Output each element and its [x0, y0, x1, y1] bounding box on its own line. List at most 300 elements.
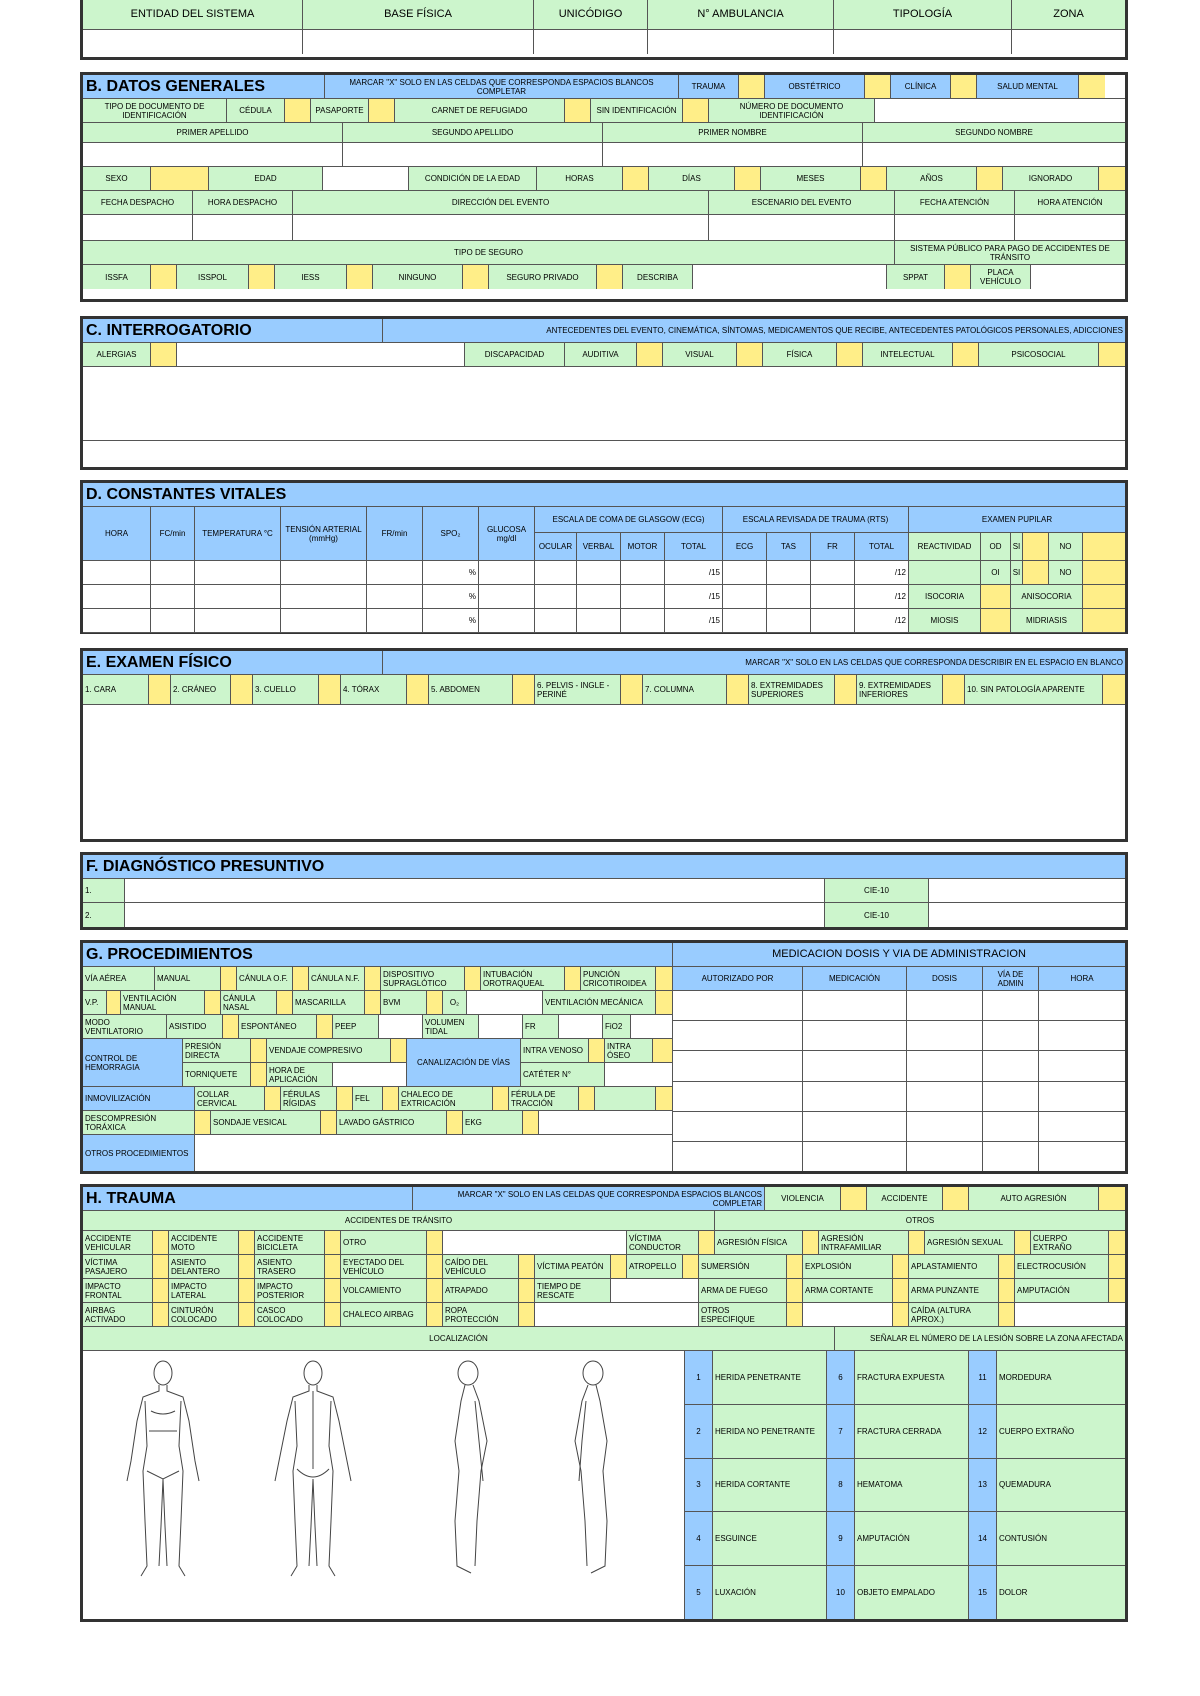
medication-cell[interactable]	[1039, 1021, 1125, 1050]
label: ASIENTO DELANTERO	[169, 1255, 239, 1278]
checkbox[interactable]	[597, 265, 623, 289]
medication-cell[interactable]	[907, 1021, 983, 1050]
checkbox[interactable]	[239, 1231, 255, 1254]
medication-cell[interactable]	[907, 1051, 983, 1080]
label: FECHA ATENCIÓN	[895, 191, 1015, 214]
label: ARMA DE FUEGO	[699, 1279, 787, 1302]
vitals-cell[interactable]	[723, 561, 767, 584]
label: PRESIÓN DIRECTA	[183, 1039, 251, 1062]
checkbox[interactable]	[943, 675, 965, 704]
checkbox[interactable]	[1079, 75, 1105, 98]
medication-cell[interactable]	[673, 1051, 803, 1080]
vitals-cell[interactable]	[479, 561, 535, 584]
checkbox[interactable]	[321, 1111, 337, 1134]
checkbox[interactable]	[565, 967, 581, 990]
vitals-cell[interactable]	[281, 585, 367, 608]
checkbox[interactable]	[1103, 675, 1125, 704]
label: CÉDULA	[227, 99, 285, 122]
checkbox[interactable]	[1023, 561, 1049, 584]
vitals-cell[interactable]	[479, 609, 535, 632]
tipologia-field[interactable]	[834, 30, 1012, 54]
checkbox[interactable]	[231, 675, 253, 704]
cateter-field[interactable]	[605, 1063, 672, 1086]
checkbox[interactable]	[1099, 167, 1125, 190]
medication-cell[interactable]	[983, 1051, 1039, 1080]
otros-procedimientos-field[interactable]	[195, 1135, 672, 1171]
vitals-cell[interactable]	[151, 585, 195, 608]
vitals-cell[interactable]	[577, 609, 621, 632]
lesion-number: 2	[685, 1405, 713, 1458]
vitals-cell[interactable]	[535, 561, 577, 584]
checkbox[interactable]	[251, 1063, 267, 1086]
label: SI	[1011, 561, 1023, 584]
checkbox[interactable]	[787, 1279, 803, 1302]
checkbox[interactable]	[427, 991, 443, 1014]
checkbox[interactable]	[656, 967, 672, 990]
vitals-cell[interactable]	[367, 561, 423, 584]
label: PSICOSOCIAL	[979, 343, 1099, 366]
checkbox[interactable]	[277, 991, 293, 1014]
checkbox[interactable]	[293, 967, 309, 990]
checkbox[interactable]	[1109, 1255, 1125, 1278]
checkbox[interactable]	[579, 1087, 595, 1110]
checkbox[interactable]	[391, 1039, 406, 1062]
checkbox[interactable]	[347, 265, 373, 289]
vitals-cell[interactable]	[367, 585, 423, 608]
checkbox[interactable]	[699, 1231, 715, 1254]
checkbox[interactable]	[787, 1303, 803, 1326]
checkbox[interactable]	[239, 1303, 255, 1326]
checkbox[interactable]	[427, 1303, 443, 1326]
label: VOLUMEN TIDAL	[423, 1015, 479, 1038]
checkbox[interactable]	[249, 265, 275, 289]
checkbox[interactable]	[427, 1279, 443, 1302]
vitals-cell[interactable]: /12	[855, 609, 909, 632]
cie-field[interactable]	[929, 879, 1125, 902]
checkbox[interactable]	[861, 167, 887, 190]
label: CHALECO DE EXTRICACIÓN	[399, 1087, 493, 1110]
tiempo-rescate-field[interactable]	[611, 1279, 699, 1302]
medication-cell[interactable]	[803, 991, 907, 1020]
checkbox[interactable]	[837, 343, 863, 366]
lesion-label: HERIDA CORTANTE	[713, 1459, 827, 1512]
label: LAVADO GÁSTRICO	[337, 1111, 447, 1134]
checkbox[interactable]	[519, 1255, 535, 1278]
checkbox[interactable]	[656, 1087, 672, 1110]
checkbox[interactable]	[493, 1087, 509, 1110]
medication-cell[interactable]	[803, 1082, 907, 1111]
vitals-cell[interactable]	[151, 609, 195, 632]
checkbox[interactable]	[153, 1303, 169, 1326]
checkbox[interactable]	[683, 1255, 699, 1278]
medication-cell[interactable]	[1039, 1112, 1125, 1141]
checkbox[interactable]	[953, 343, 979, 366]
vitals-cell[interactable]	[577, 561, 621, 584]
medication-cell[interactable]	[907, 991, 983, 1020]
label: ACCIDENTE MOTO	[169, 1231, 239, 1254]
label: DISPOSITIVO SUPRAGLÓTICO	[381, 967, 465, 990]
placa-field[interactable]	[1031, 265, 1125, 289]
section-f	[80, 852, 1128, 930]
escenario-field[interactable]	[709, 215, 895, 240]
checkbox[interactable]	[383, 1087, 399, 1110]
checkbox[interactable]	[319, 675, 341, 704]
label: NÚMERO DE DOCUMENTO IDENTIFICACIÓN	[709, 99, 875, 122]
medication-cell[interactable]	[673, 991, 803, 1020]
vitals-cell[interactable]	[811, 609, 855, 632]
checkbox[interactable]	[365, 991, 381, 1014]
examen-textarea[interactable]	[83, 705, 1125, 839]
medication-cell[interactable]	[803, 1142, 907, 1171]
med-title: MEDICACION DOSIS Y VIA DE ADMINISTRACION	[673, 943, 1125, 966]
checkbox[interactable]	[1083, 609, 1125, 632]
label: HORA ATENCIÓN	[1015, 191, 1125, 214]
vitals-cell[interactable]	[151, 561, 195, 584]
hora-aplicacion-field[interactable]	[333, 1063, 406, 1086]
checkbox[interactable]	[519, 1279, 535, 1302]
checkbox[interactable]	[519, 1303, 535, 1326]
entidad-field[interactable]	[83, 30, 303, 54]
exam-item-label: 7. COLUMNA	[643, 675, 727, 704]
vitals-cell[interactable]	[577, 585, 621, 608]
direccion-field[interactable]	[293, 215, 709, 240]
vitals-cell[interactable]: /15	[665, 585, 723, 608]
checkbox[interactable]	[737, 343, 763, 366]
checkbox[interactable]	[787, 1255, 803, 1278]
checkbox[interactable]	[239, 1279, 255, 1302]
checkbox[interactable]	[981, 585, 1011, 608]
vitals-cell[interactable]: /15	[665, 609, 723, 632]
label: OI	[981, 561, 1011, 584]
label: CONTROL DE HEMORRAGIA	[83, 1039, 183, 1086]
name-field[interactable]	[83, 143, 343, 166]
checkbox[interactable]	[325, 1279, 341, 1302]
alergias-field[interactable]	[177, 343, 465, 366]
vitals-cell[interactable]	[621, 609, 665, 632]
name-field[interactable]	[603, 143, 863, 166]
checkbox[interactable]	[683, 99, 709, 122]
label: INTUBACIÓN OROTRAQUEAL	[481, 967, 565, 990]
interrogatorio-textarea[interactable]	[83, 367, 1125, 440]
checkbox[interactable]	[251, 1039, 267, 1062]
lesion-label: MORDEDURA	[997, 1351, 1125, 1404]
zona-field[interactable]	[1012, 30, 1125, 54]
col-header: OCULAR	[535, 533, 577, 560]
volumen-field[interactable]	[479, 1015, 523, 1038]
vitals-cell[interactable]	[723, 585, 767, 608]
otros-especifique-field[interactable]	[803, 1303, 893, 1326]
checkbox[interactable]	[325, 1303, 341, 1326]
checkbox[interactable]	[1083, 533, 1125, 560]
checkbox[interactable]	[1023, 533, 1049, 560]
lesion-label: CUERPO EXTRAÑO	[997, 1405, 1125, 1458]
exam-item-label: 1. CARA	[83, 675, 149, 704]
checkbox[interactable]	[611, 1255, 627, 1278]
medication-cell[interactable]	[907, 1142, 983, 1171]
label: CANALIZACIÓN DE VÍAS	[407, 1039, 521, 1086]
checkbox[interactable]	[325, 1255, 341, 1278]
interrogatorio-line[interactable]	[83, 441, 1125, 467]
checkbox[interactable]	[317, 1015, 333, 1038]
hora-atencion-field[interactable]	[1015, 215, 1125, 240]
checkbox[interactable]	[865, 75, 891, 98]
vitals-cell[interactable]: %	[423, 561, 479, 584]
edad-field[interactable]	[323, 167, 409, 190]
label: INTELECTUAL	[863, 343, 953, 366]
medication-cell[interactable]	[983, 1142, 1039, 1171]
label: VÍCTIMA PEATÓN	[535, 1255, 611, 1278]
checkbox[interactable]	[835, 675, 857, 704]
section-g	[80, 940, 1128, 1174]
header-base: BASE FÍSICA	[303, 0, 534, 29]
checkbox[interactable]	[513, 675, 535, 704]
fecha-atencion-field[interactable]	[895, 215, 1015, 240]
vitals-cell[interactable]: /12	[855, 585, 909, 608]
label: O₂	[443, 991, 467, 1014]
checkbox[interactable]	[841, 1187, 867, 1210]
checkbox[interactable]	[637, 343, 663, 366]
checkbox[interactable]	[427, 1231, 443, 1254]
medication-cell[interactable]	[983, 991, 1039, 1020]
checkbox[interactable]	[153, 1231, 169, 1254]
medication-cell[interactable]	[1039, 1051, 1125, 1080]
vitals-cell[interactable]	[811, 561, 855, 584]
checkbox[interactable]	[565, 99, 591, 122]
label: AUDITIVA	[565, 343, 637, 366]
vitals-cell[interactable]	[811, 585, 855, 608]
fio2-field[interactable]	[631, 1015, 672, 1038]
checkbox[interactable]	[221, 967, 237, 990]
col-header: FR/min	[367, 507, 423, 560]
type-label: CLÍNICA	[891, 75, 951, 98]
label: SONDAJE VESICAL	[211, 1111, 321, 1134]
checkbox[interactable]	[369, 99, 395, 122]
vitals-cell[interactable]	[195, 585, 281, 608]
medication-cell[interactable]	[673, 1021, 803, 1050]
checkbox[interactable]	[977, 167, 1003, 190]
checkbox[interactable]	[727, 675, 749, 704]
col-header: AUTORIZADO POR	[673, 967, 803, 990]
document-number-field[interactable]	[875, 99, 1125, 122]
label: FECHA DESPACHO	[83, 191, 193, 214]
lesion-label: FRACTURA CERRADA	[855, 1405, 969, 1458]
medication-cell[interactable]	[673, 1112, 803, 1141]
label: SEGURO PRIVADO	[489, 265, 597, 289]
label: CÁNULA NASAL	[221, 991, 277, 1014]
medication-cell[interactable]	[983, 1082, 1039, 1111]
label: SUMERSIÓN	[699, 1255, 787, 1278]
checkbox[interactable]	[621, 675, 643, 704]
medication-cell[interactable]	[673, 1082, 803, 1111]
checkbox[interactable]	[407, 675, 429, 704]
label: ARMA PUNZANTE	[909, 1279, 999, 1302]
lesion-label: HEMATOMA	[855, 1459, 969, 1512]
header-entidad: ENTIDAD DEL SISTEMA	[83, 0, 303, 29]
checkbox[interactable]	[999, 1255, 1015, 1278]
medication-cell[interactable]	[1039, 1142, 1125, 1171]
label: CIE-10	[825, 903, 929, 927]
name-field[interactable]	[863, 143, 1125, 166]
checkbox[interactable]	[1083, 561, 1125, 584]
label: IMPACTO FRONTAL	[83, 1279, 153, 1302]
medication-cell[interactable]	[803, 1051, 907, 1080]
checkbox[interactable]	[149, 675, 171, 704]
vitals-cell[interactable]: %	[423, 585, 479, 608]
label: AGRESIÓN FÍSICA	[715, 1231, 803, 1254]
checkbox[interactable]	[1109, 1231, 1125, 1254]
medication-cell[interactable]	[803, 1112, 907, 1141]
checkbox[interactable]	[945, 265, 971, 289]
vitals-cell[interactable]	[767, 585, 811, 608]
type-label: OBSTÉTRICO	[765, 75, 865, 98]
checkbox[interactable]	[285, 99, 311, 122]
checkbox[interactable]	[107, 991, 121, 1014]
checkbox[interactable]	[465, 967, 481, 990]
checkbox[interactable]	[239, 1255, 255, 1278]
medication-cell[interactable]	[983, 1021, 1039, 1050]
vitals-cell[interactable]	[767, 561, 811, 584]
vitals-cell[interactable]	[535, 609, 577, 632]
lesion-label: DOLOR	[997, 1566, 1125, 1619]
vitals-cell[interactable]	[195, 561, 281, 584]
fecha-despacho-field[interactable]	[83, 215, 193, 240]
header-zona: ZONA	[1012, 0, 1125, 29]
checkbox[interactable]	[981, 609, 1011, 632]
checkbox[interactable]	[893, 1255, 909, 1278]
otro-field[interactable]	[443, 1231, 627, 1254]
vitals-cell[interactable]	[83, 561, 151, 584]
checkbox[interactable]	[1099, 343, 1125, 366]
checkbox[interactable]	[205, 991, 221, 1014]
vitals-cell[interactable]	[367, 609, 423, 632]
diagnostico-field[interactable]	[125, 879, 825, 902]
exam-item-label: 6. PELVIS - INGLE - PERINÉ	[535, 675, 621, 704]
medication-cell[interactable]	[1039, 1082, 1125, 1111]
label: NO	[1049, 561, 1083, 584]
col-header: FR	[811, 533, 855, 560]
section-note: MARCAR "X" SOLO EN LAS CELDAS QUE CORRESPONDA ESPACIOS BLANCOS COMPLETAR	[413, 1187, 765, 1210]
checkbox[interactable]	[803, 1231, 819, 1254]
checkbox[interactable]	[427, 1255, 443, 1278]
checkbox[interactable]	[523, 1111, 539, 1134]
body-side-figure-right	[455, 1361, 487, 1573]
vitals-cell[interactable]	[479, 585, 535, 608]
label: PLACA VEHÍCULO	[971, 265, 1031, 289]
medication-cell[interactable]	[907, 1112, 983, 1141]
vitals-cell[interactable]: /12	[855, 561, 909, 584]
exam-item-label: 2. CRÁNEO	[171, 675, 231, 704]
checkbox[interactable]	[943, 1187, 969, 1210]
checkbox[interactable]	[151, 343, 177, 366]
peep-field[interactable]	[379, 1015, 423, 1038]
checkbox[interactable]	[463, 265, 489, 289]
vitals-cell[interactable]	[535, 585, 577, 608]
label: ISSPOL	[177, 265, 249, 289]
label: NO	[1049, 533, 1083, 560]
sexo-field[interactable]	[151, 167, 209, 190]
checkbox[interactable]	[1015, 1231, 1031, 1254]
vitals-cell[interactable]	[621, 561, 665, 584]
checkbox[interactable]	[195, 1111, 211, 1134]
checkbox[interactable]	[365, 967, 381, 990]
checkbox[interactable]	[589, 1039, 605, 1062]
checkbox[interactable]	[153, 1279, 169, 1302]
medication-cell[interactable]	[1039, 991, 1125, 1020]
fr-field[interactable]	[559, 1015, 603, 1038]
vitals-cell[interactable]: %	[423, 609, 479, 632]
medication-cell[interactable]	[803, 1021, 907, 1050]
checkbox[interactable]	[1109, 1279, 1125, 1302]
ambulancia-field[interactable]	[648, 30, 834, 54]
checkbox[interactable]	[447, 1111, 463, 1134]
header-unicodigo: UNICÓDIGO	[534, 0, 648, 29]
checkbox[interactable]	[739, 75, 765, 98]
label: CAÍDO DEL VEHÍCULO	[443, 1255, 519, 1278]
medication-cell[interactable]	[983, 1112, 1039, 1141]
label: TIPO DE DOCUMENTO DE IDENTIFICACIÓN	[83, 99, 227, 122]
checkbox[interactable]	[1099, 1187, 1125, 1210]
medication-cell[interactable]	[907, 1082, 983, 1111]
checkbox[interactable]	[337, 1087, 353, 1110]
vitals-cell[interactable]: /15	[665, 561, 723, 584]
checkbox[interactable]	[656, 991, 672, 1014]
caida-field[interactable]	[1015, 1303, 1125, 1326]
checkbox[interactable]	[325, 1231, 341, 1254]
hora-despacho-field[interactable]	[193, 215, 293, 240]
checkbox[interactable]	[653, 1039, 672, 1062]
diagnostico-field[interactable]	[125, 903, 825, 927]
checkbox[interactable]	[151, 265, 177, 289]
label: HORA DESPACHO	[193, 191, 293, 214]
cie-field[interactable]	[929, 903, 1125, 927]
checkbox[interactable]	[893, 1303, 909, 1326]
vitals-cell[interactable]	[83, 585, 151, 608]
checkbox[interactable]	[893, 1279, 909, 1302]
body-diagram[interactable]	[83, 1351, 685, 1619]
checkbox[interactable]	[735, 167, 761, 190]
unicodigo-field[interactable]	[534, 30, 648, 54]
col-header: HORA	[83, 507, 151, 560]
vitals-cell[interactable]	[281, 561, 367, 584]
vitals-cell[interactable]	[621, 585, 665, 608]
checkbox[interactable]	[623, 167, 649, 190]
spacer	[539, 1111, 672, 1134]
checkbox[interactable]	[223, 1015, 239, 1038]
checkbox[interactable]	[999, 1303, 1015, 1326]
col-header: VÍA DE ADMIN	[983, 967, 1039, 990]
checkbox[interactable]	[951, 75, 977, 98]
checkbox[interactable]	[999, 1279, 1015, 1302]
checkbox[interactable]	[265, 1087, 281, 1110]
vitals-cell[interactable]	[723, 609, 767, 632]
label: VÍCTIMA CONDUCTOR	[627, 1231, 699, 1254]
checkbox[interactable]	[1083, 585, 1125, 608]
vitals-cell[interactable]	[281, 609, 367, 632]
describa-field[interactable]	[693, 265, 887, 289]
lesion-label: FRACTURA EXPUESTA	[855, 1351, 969, 1404]
vitals-cell[interactable]	[83, 609, 151, 632]
o2-field[interactable]	[467, 991, 543, 1014]
medication-cell[interactable]	[673, 1142, 803, 1171]
checkbox[interactable]	[153, 1255, 169, 1278]
checkbox[interactable]	[909, 1231, 925, 1254]
base-field[interactable]	[303, 30, 534, 54]
label: OTROS PROCEDIMIENTOS	[83, 1135, 195, 1171]
label: HORA DE APLICACIÓN	[267, 1063, 333, 1086]
name-field[interactable]	[343, 143, 603, 166]
vitals-cell[interactable]	[195, 609, 281, 632]
vitals-cell[interactable]	[767, 609, 811, 632]
